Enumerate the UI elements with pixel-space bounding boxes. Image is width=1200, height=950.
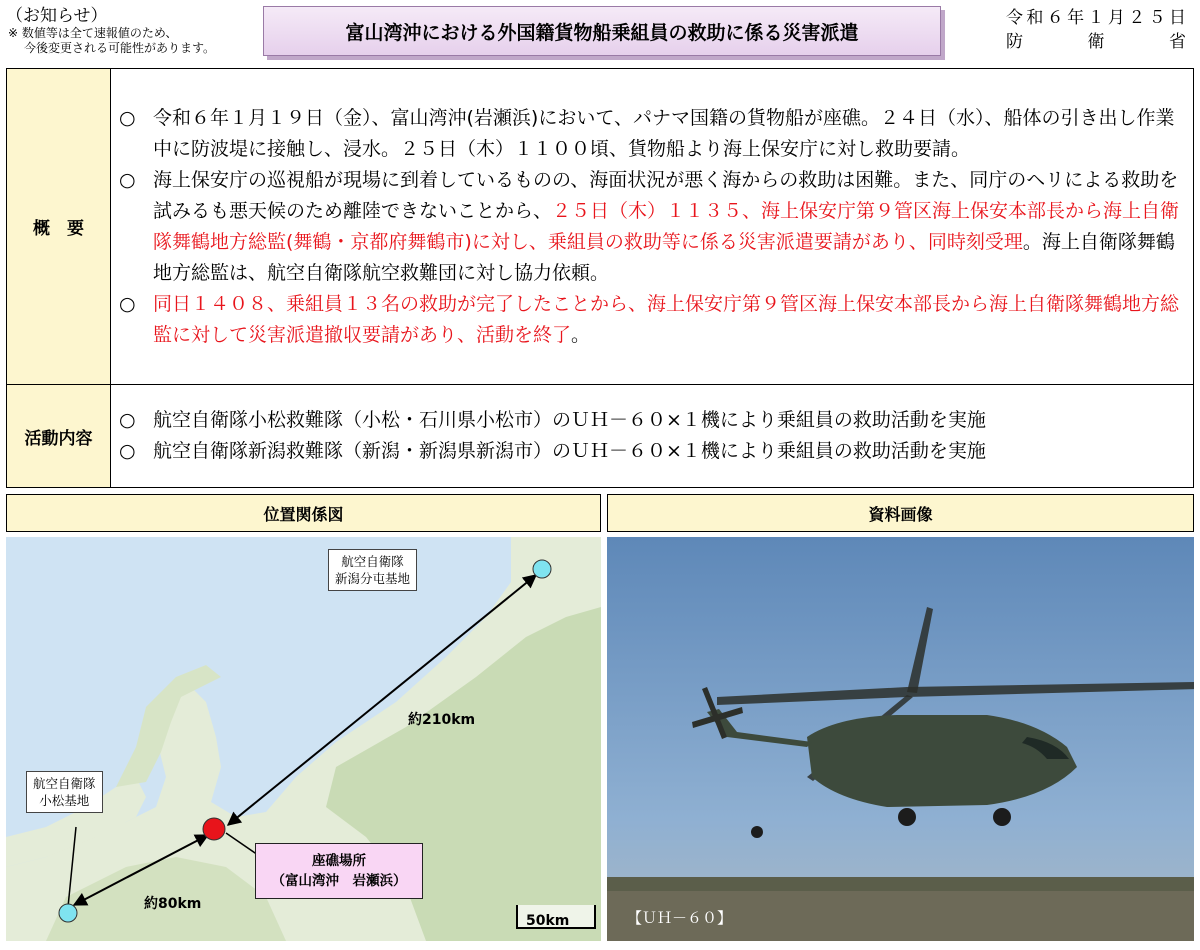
notice-note-line1: ※ 数値等は全て速報値のため、 xyxy=(8,26,178,40)
niigata-label-line2: 新潟分屯基地 xyxy=(335,571,411,586)
bullet-mark: ○ xyxy=(119,440,136,462)
notice-note-line2: 今後変更される可能性があります。 xyxy=(24,41,216,55)
treeline xyxy=(607,877,1194,891)
location-map xyxy=(6,537,601,941)
date-block xyxy=(1006,6,1186,54)
landing-wheel xyxy=(993,808,1011,826)
summary-paragraph-2 xyxy=(119,165,1183,289)
summary-text-3-highlight: 同日１４０８、乗組員１３名の救助が完了したことから、海上保安庁第９管区海上保安本部長から海上自衛隊舞鶴地方総監に対して災害派遣撤収要請があり、活動を終了 xyxy=(153,292,1180,346)
bullet-mark: ○ xyxy=(119,409,136,431)
site-label-line1: 座礁場所 xyxy=(312,853,366,869)
niigata-base-marker xyxy=(533,560,551,578)
summary-text-2a: 海上保安庁の巡視船が現場に到着しているものの、海面状況が悪く海からの救助は困難。また、同庁のヘリによる救助を試みるも悪天候のため離陸できないことから、 xyxy=(153,168,1179,222)
landing-wheel xyxy=(751,826,763,838)
grounding-site-label xyxy=(255,843,423,899)
info-table xyxy=(6,68,1194,488)
summary-text-2-highlight: ２５日（木）１１３５、海上保安庁第９管区海上保安本部長から海上自衛隊舞鶴地方総監(舞鶴・京都府舞鶴市)に対し、乗組員の救助等に係る災害派遣要請があり、同時刻受理 xyxy=(153,199,1180,253)
activities-body xyxy=(111,385,1194,488)
page-title: 富山湾沖における外国籍貨物船乗組員の救助に係る災害派遣 xyxy=(263,6,941,56)
issuer: 防 衛 省 xyxy=(1006,32,1186,52)
distance-komatsu: 約80km xyxy=(144,896,202,912)
activity-text: 航空自衛隊小松救難隊（小松・石川県小松市）のＵＨ－６０×１機により乗組員の救助活動を実施 xyxy=(153,409,986,431)
activity-text: 航空自衛隊新潟救難隊（新潟・新潟県新潟市）のＵＨ－６０×１機により乗組員の救助活動を実施 xyxy=(153,440,986,462)
distance-niigata: 約210km xyxy=(408,712,476,728)
photo-caption: 【ＵＨ－６０】 xyxy=(627,909,733,927)
site-label-line2: （富山湾沖 岩瀬浜） xyxy=(271,873,407,889)
summary-text-3b: 。 xyxy=(571,323,591,346)
bullet-mark: ○ xyxy=(119,168,136,191)
landing-wheel xyxy=(898,808,916,826)
activity-item xyxy=(119,405,1183,436)
summary-paragraph-3 xyxy=(119,289,1183,351)
helicopter-image xyxy=(607,537,1194,941)
notice-title: （お知らせ） xyxy=(6,6,108,26)
reference-photo xyxy=(607,537,1194,941)
niigata-label-line1: 航空自衛隊 xyxy=(341,554,404,569)
activities-header: 活動内容 xyxy=(7,385,111,488)
komatsu-label-line1: 航空自衛隊 xyxy=(33,776,96,791)
summary-text-1: 令和６年１月１９日（金）、富山湾沖(岩瀬浜)において、パナマ国籍の貨物船が座礁。２４日（水）、船体の引き出し作業中に防波堤に接触し、浸水。２５日（木）１１００頃、貨物船より海上保安庁に対し救助要請。 xyxy=(153,106,1175,160)
photo-section-title: 資料画像 xyxy=(607,494,1194,532)
grounding-site-marker xyxy=(203,818,225,840)
map-section-title: 位置関係図 xyxy=(6,494,601,532)
summary-paragraph-1 xyxy=(119,103,1183,165)
komatsu-base-label xyxy=(26,771,103,813)
issue-date: 令和６年１月２５日 xyxy=(1006,8,1186,28)
komatsu-label-line2: 小松基地 xyxy=(39,793,90,808)
bullet-mark: ○ xyxy=(119,292,136,315)
niigata-base-label xyxy=(328,549,417,591)
bullet-mark: ○ xyxy=(119,106,136,129)
komatsu-base-marker xyxy=(59,904,77,922)
notice-block xyxy=(6,6,256,56)
summary-header: 概 要 xyxy=(7,69,111,385)
scale-label: 50km xyxy=(526,913,570,929)
summary-body xyxy=(111,69,1194,385)
activity-item xyxy=(119,436,1183,467)
summary-text-2b: 。海上自衛隊舞鶴地方総監は、航空自衛隊航空救難団に対し協力依頼。 xyxy=(153,230,1175,284)
